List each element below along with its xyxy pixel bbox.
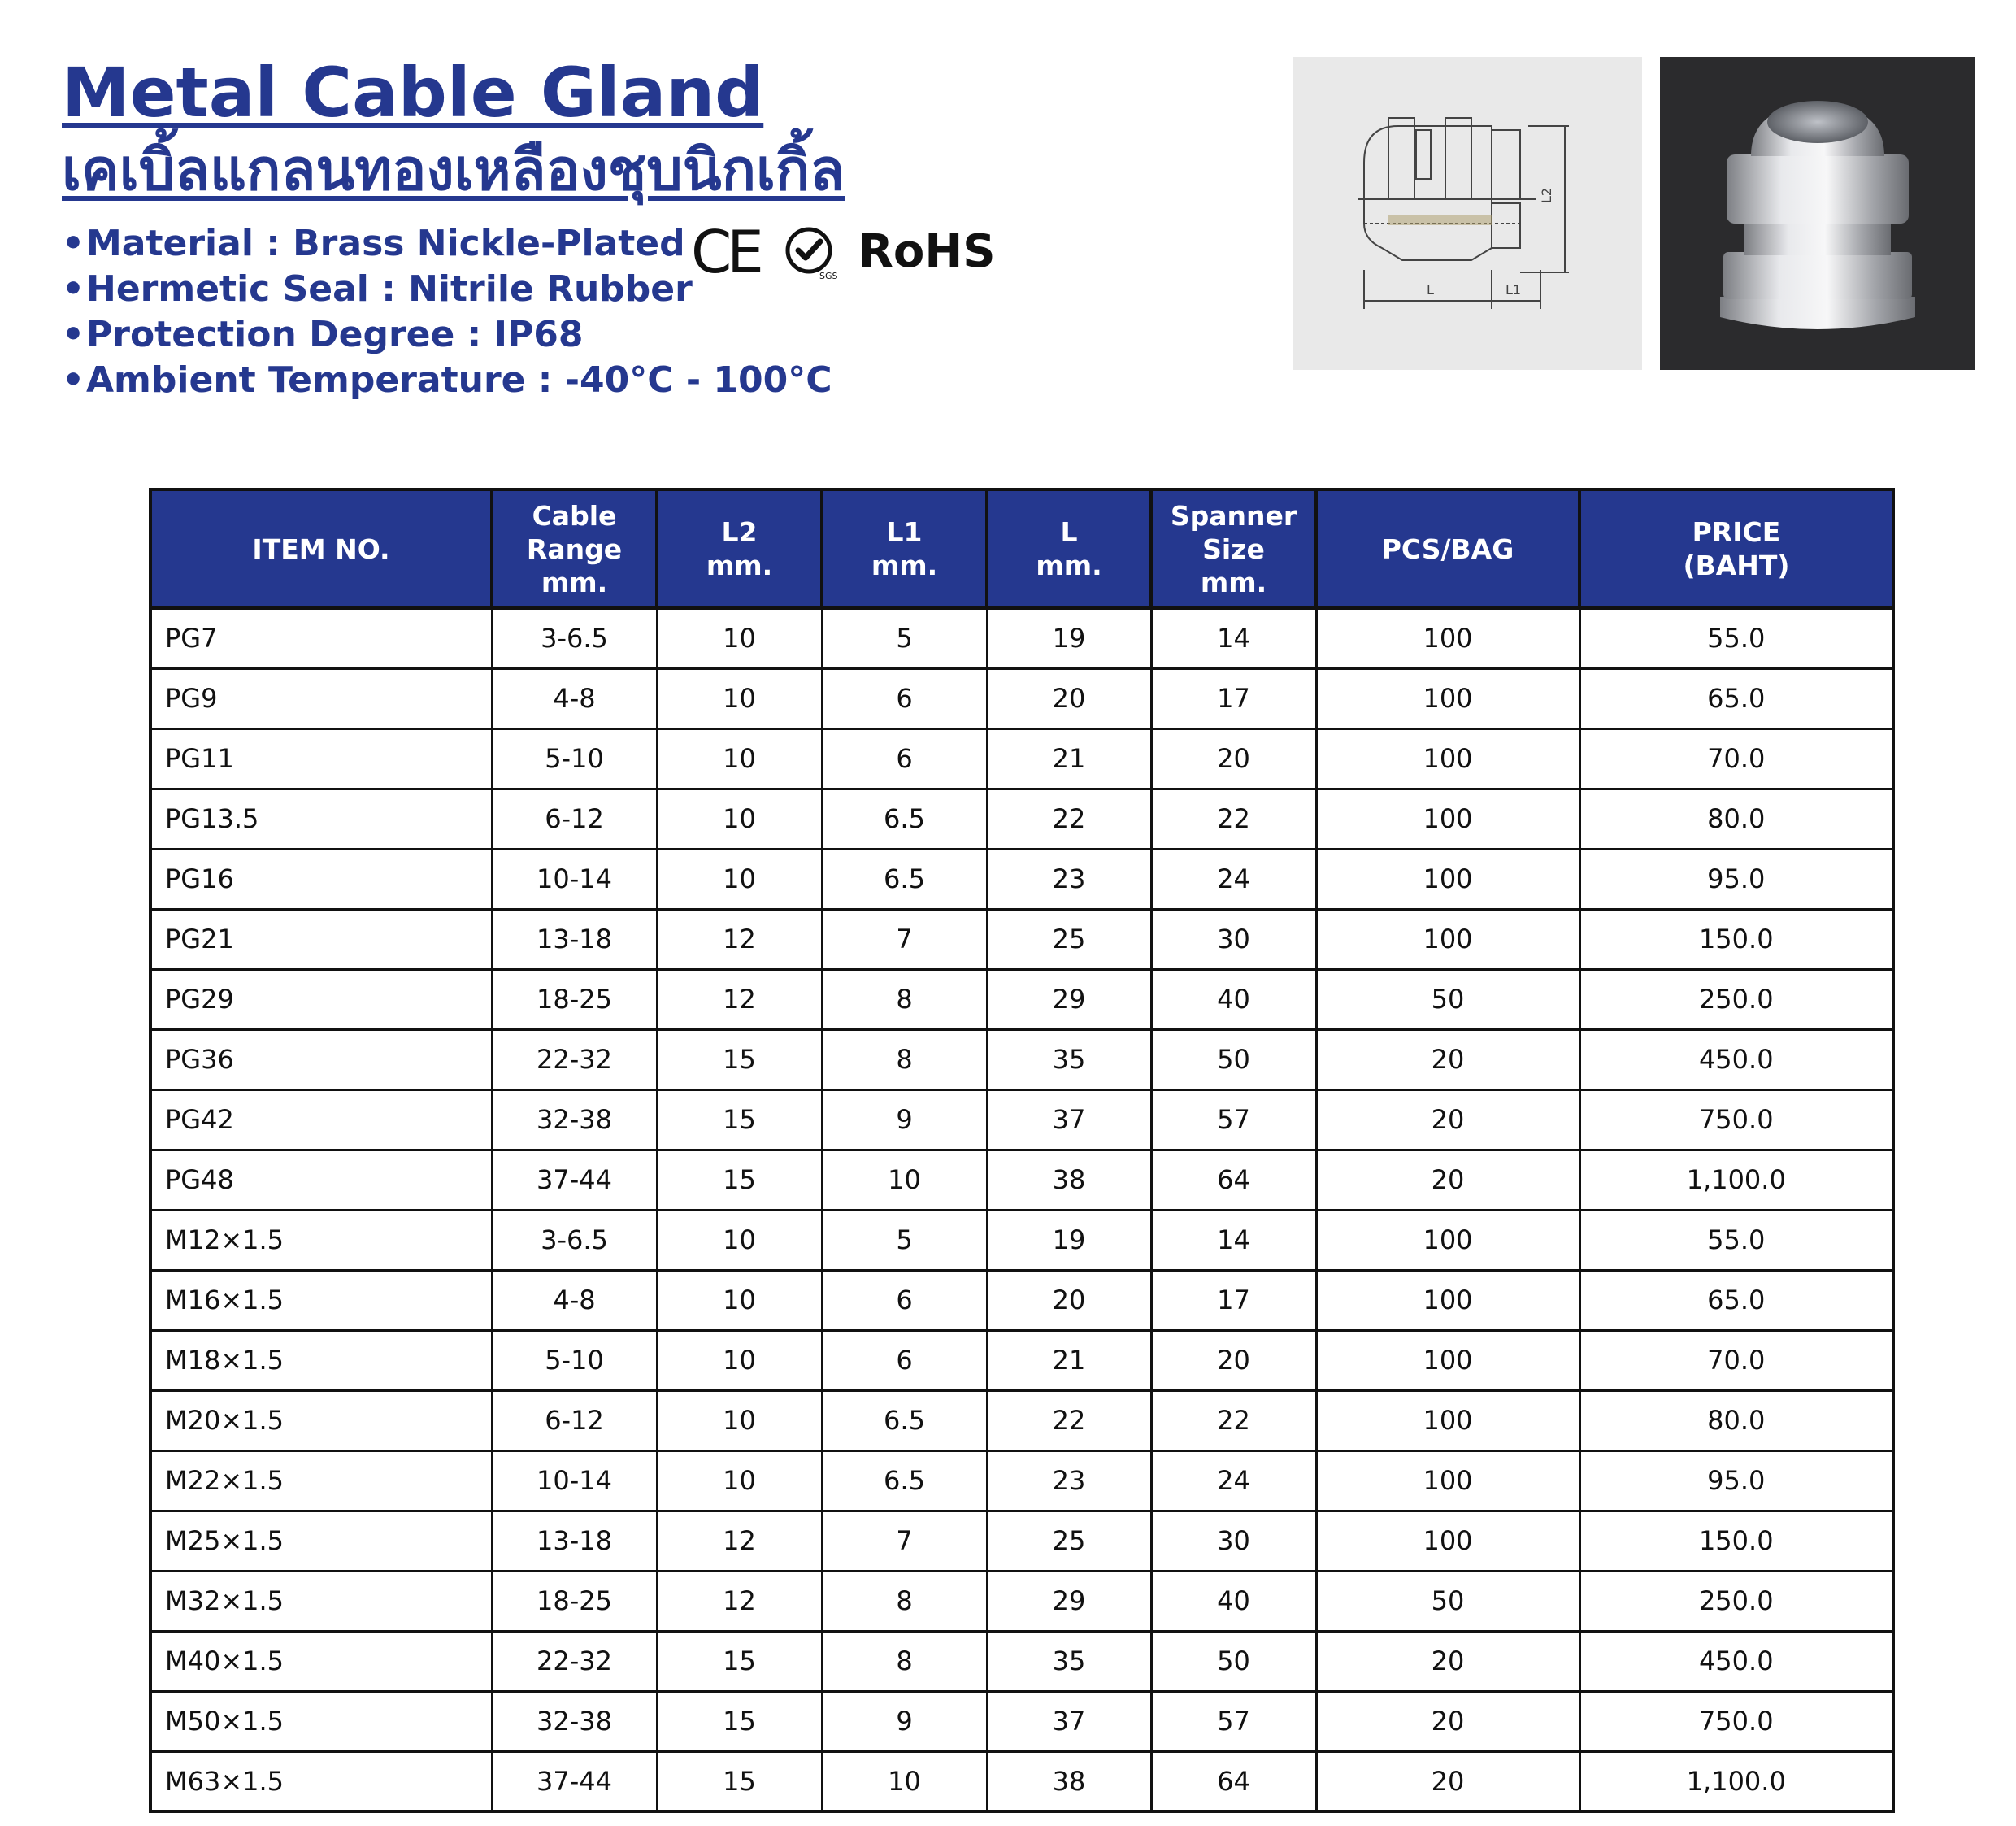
cell-item-no: PG13.5 [150,789,492,849]
cell-pcs-bag: 100 [1316,789,1579,849]
cell-l: 20 [987,1270,1151,1330]
cell-l1: 6.5 [822,789,987,849]
cell-spanner-size: 17 [1151,1270,1316,1330]
cell-price: 55.0 [1579,1210,1893,1270]
cell-l: 20 [987,668,1151,728]
cell-l: 23 [987,1450,1151,1511]
cell-price: 750.0 [1579,1691,1893,1751]
cell-l: 37 [987,1691,1151,1751]
cell-l2: 15 [657,1150,822,1210]
cell-spanner-size: 64 [1151,1150,1316,1210]
cell-cable-range: 32-38 [492,1089,657,1150]
price-table [149,488,1895,1813]
cell-l: 19 [987,608,1151,668]
spec-text: Protection Degree : IP68 [86,314,584,355]
cell-pcs-bag: 100 [1316,1390,1579,1450]
cell-pcs-bag: 20 [1316,1751,1579,1811]
rohs-mark-icon: RoHS [858,225,996,278]
bullet-icon: • [62,359,85,401]
cell-spanner-size: 57 [1151,1089,1316,1150]
cell-spanner-size: 14 [1151,1210,1316,1270]
cell-pcs-bag: 20 [1316,1029,1579,1089]
cell-l2: 15 [657,1691,822,1751]
spec-item-temperature [62,358,1037,403]
column-header-price: PRICE (BAHT) [1579,489,1893,608]
technical-drawing [1293,57,1642,370]
cell-l1: 6 [822,1330,987,1390]
cell-pcs-bag: 100 [1316,668,1579,728]
cell-pcs-bag: 20 [1316,1089,1579,1150]
cell-l2: 10 [657,849,822,909]
svg-text:SGS: SGS [819,271,837,280]
cable-gland-drawing-icon [1293,57,1642,370]
cell-l2: 15 [657,1089,822,1150]
cell-cable-range: 13-18 [492,1511,657,1571]
table-row [150,728,1893,789]
cell-spanner-size: 24 [1151,849,1316,909]
column-header-spanner-size: Spanner Size mm. [1151,489,1316,608]
cell-cable-range: 22-32 [492,1631,657,1691]
svg-text:L: L [1427,282,1434,298]
cell-cable-range: 10-14 [492,849,657,909]
cell-spanner-size: 50 [1151,1631,1316,1691]
certification-logos [691,220,996,285]
cell-cable-range: 22-32 [492,1029,657,1089]
cell-item-no: PG9 [150,668,492,728]
cell-l2: 10 [657,668,822,728]
cell-spanner-size: 57 [1151,1691,1316,1751]
table-row [150,1631,1893,1691]
cell-price: 95.0 [1579,1450,1893,1511]
cell-spanner-size: 22 [1151,789,1316,849]
cell-spanner-size: 40 [1151,1571,1316,1631]
table-row [150,1511,1893,1571]
cell-cable-range: 6-12 [492,1390,657,1450]
cell-l: 29 [987,969,1151,1029]
cell-l1: 9 [822,1089,987,1150]
cell-cable-range: 3-6.5 [492,1210,657,1270]
cell-l2: 10 [657,1210,822,1270]
cell-pcs-bag: 100 [1316,849,1579,909]
table-row [150,1751,1893,1811]
table-row [150,668,1893,728]
table-row [150,909,1893,969]
table-row [150,1270,1893,1330]
cell-item-no: M16×1.5 [150,1270,492,1330]
cell-price: 250.0 [1579,1571,1893,1631]
cell-cable-range: 4-8 [492,1270,657,1330]
cell-l1: 5 [822,608,987,668]
cell-spanner-size: 17 [1151,668,1316,728]
cell-pcs-bag: 50 [1316,969,1579,1029]
cell-pcs-bag: 100 [1316,608,1579,668]
cell-l1: 10 [822,1150,987,1210]
column-header-cable-range: Cable Range mm. [492,489,657,608]
cell-cable-range: 5-10 [492,728,657,789]
cell-price: 65.0 [1579,668,1893,728]
column-header-l: L mm. [987,489,1151,608]
spec-text: Ambient Temperature : -40°C - 100°C [86,359,832,401]
cell-item-no: PG11 [150,728,492,789]
table-header-row [150,489,1893,608]
cell-l2: 10 [657,1390,822,1450]
cell-price: 65.0 [1579,1270,1893,1330]
cell-item-no: M63×1.5 [150,1751,492,1811]
cell-price: 80.0 [1579,1390,1893,1450]
cell-price: 1,100.0 [1579,1751,1893,1811]
spec-text: Hermetic Seal : Nitrile Rubber [86,268,693,310]
cell-cable-range: 32-38 [492,1691,657,1751]
cell-pcs-bag: 100 [1316,1210,1579,1270]
cell-item-no: M50×1.5 [150,1691,492,1751]
cell-l1: 6.5 [822,849,987,909]
spec-item-protection [62,312,1037,358]
cell-cable-range: 37-44 [492,1751,657,1811]
cell-l1: 6.5 [822,1390,987,1450]
cell-cable-range: 4-8 [492,668,657,728]
cell-item-no: M25×1.5 [150,1511,492,1571]
cell-pcs-bag: 20 [1316,1150,1579,1210]
cell-l2: 12 [657,1511,822,1571]
table-body [150,608,1893,1811]
cell-price: 150.0 [1579,909,1893,969]
cell-spanner-size: 14 [1151,608,1316,668]
cell-price: 450.0 [1579,1029,1893,1089]
cell-item-no: PG42 [150,1089,492,1150]
table-row [150,969,1893,1029]
cell-l: 23 [987,849,1151,909]
cell-price: 70.0 [1579,728,1893,789]
sgs-mark-icon [780,224,837,280]
cell-pcs-bag: 100 [1316,728,1579,789]
cell-l1: 7 [822,909,987,969]
cell-item-no: PG21 [150,909,492,969]
cell-l1: 10 [822,1751,987,1811]
cell-l2: 12 [657,909,822,969]
cell-spanner-size: 24 [1151,1450,1316,1511]
cell-l1: 8 [822,969,987,1029]
cell-cable-range: 5-10 [492,1330,657,1390]
cell-price: 250.0 [1579,969,1893,1029]
cell-price: 150.0 [1579,1511,1893,1571]
cell-l2: 10 [657,1270,822,1330]
cell-pcs-bag: 20 [1316,1691,1579,1751]
column-header-l1: L1 mm. [822,489,987,608]
cell-pcs-bag: 100 [1316,909,1579,969]
cell-item-no: M32×1.5 [150,1571,492,1631]
table-row [150,1089,1893,1150]
table-row [150,1691,1893,1751]
cell-l2: 12 [657,1571,822,1631]
cell-l2: 10 [657,1330,822,1390]
cell-price: 750.0 [1579,1089,1893,1150]
cell-spanner-size: 64 [1151,1751,1316,1811]
cell-item-no: PG48 [150,1150,492,1210]
cell-l1: 5 [822,1210,987,1270]
cell-pcs-bag: 100 [1316,1270,1579,1330]
cell-item-no: PG36 [150,1029,492,1089]
cell-cable-range: 37-44 [492,1150,657,1210]
cell-item-no: PG16 [150,849,492,909]
cell-item-no: PG7 [150,608,492,668]
cell-l: 21 [987,1330,1151,1390]
svg-text:L2: L2 [1539,187,1554,203]
cell-cable-range: 10-14 [492,1450,657,1511]
cell-price: 95.0 [1579,849,1893,909]
page-subtitle-thai: เคเบิ้ลแกลนทองเหลืองชุบนิกเกิ้ล [62,137,845,203]
ce-mark-icon: CE [691,218,759,286]
product-photo [1660,57,1975,370]
cell-l: 19 [987,1210,1151,1270]
page-title: Metal Cable Gland [62,53,764,133]
bullet-icon: • [62,314,85,355]
cell-cable-range: 13-18 [492,909,657,969]
cell-price: 1,100.0 [1579,1150,1893,1210]
cell-l2: 12 [657,969,822,1029]
cell-l: 22 [987,1390,1151,1450]
table-row [150,1571,1893,1631]
cell-spanner-size: 20 [1151,728,1316,789]
table-row [150,789,1893,849]
cell-l: 25 [987,1511,1151,1571]
column-header-item-no: ITEM NO. [150,489,492,608]
cell-l: 21 [987,728,1151,789]
table-row [150,1210,1893,1270]
cell-l1: 6 [822,668,987,728]
cell-pcs-bag: 100 [1316,1330,1579,1390]
column-header-l2: L2 mm. [657,489,822,608]
cell-price: 55.0 [1579,608,1893,668]
cell-item-no: M12×1.5 [150,1210,492,1270]
cell-spanner-size: 50 [1151,1029,1316,1089]
cell-l: 38 [987,1150,1151,1210]
cell-l: 38 [987,1751,1151,1811]
cell-l2: 15 [657,1631,822,1691]
cell-item-no: M40×1.5 [150,1631,492,1691]
cell-l1: 7 [822,1511,987,1571]
cell-l: 37 [987,1089,1151,1150]
cell-pcs-bag: 100 [1316,1511,1579,1571]
cell-l2: 10 [657,608,822,668]
cell-l2: 15 [657,1751,822,1811]
cell-l: 25 [987,909,1151,969]
table-row [150,1029,1893,1089]
cell-l: 35 [987,1631,1151,1691]
cell-l1: 8 [822,1029,987,1089]
cell-price: 70.0 [1579,1330,1893,1390]
cell-item-no: PG29 [150,969,492,1029]
cell-l: 22 [987,789,1151,849]
cell-pcs-bag: 100 [1316,1450,1579,1511]
cell-cable-range: 18-25 [492,969,657,1029]
cell-item-no: M22×1.5 [150,1450,492,1511]
bullet-icon: • [62,223,85,264]
cell-item-no: M18×1.5 [150,1330,492,1390]
cell-cable-range: 3-6.5 [492,608,657,668]
cell-l2: 15 [657,1029,822,1089]
bullet-icon: • [62,268,85,310]
cell-spanner-size: 20 [1151,1330,1316,1390]
table-row [150,849,1893,909]
cell-l1: 9 [822,1691,987,1751]
cell-cable-range: 6-12 [492,789,657,849]
cell-spanner-size: 22 [1151,1390,1316,1450]
cell-l1: 8 [822,1571,987,1631]
cell-l2: 10 [657,1450,822,1511]
spec-text: Material : Brass Nickle-Plated [86,223,685,264]
table-row [150,1150,1893,1210]
cell-pcs-bag: 20 [1316,1631,1579,1691]
cell-l2: 10 [657,728,822,789]
column-header-pcs-bag: PCS/BAG [1316,489,1579,608]
cell-l1: 8 [822,1631,987,1691]
table-row [150,1330,1893,1390]
cell-l1: 6 [822,728,987,789]
cell-l1: 6.5 [822,1450,987,1511]
cell-price: 450.0 [1579,1631,1893,1691]
cell-l: 35 [987,1029,1151,1089]
cell-spanner-size: 30 [1151,909,1316,969]
cell-l1: 6 [822,1270,987,1330]
table-row [150,1390,1893,1450]
table-row [150,1450,1893,1511]
cell-spanner-size: 30 [1151,1511,1316,1571]
cell-price: 80.0 [1579,789,1893,849]
cell-l2: 10 [657,789,822,849]
cell-l: 29 [987,1571,1151,1631]
cell-item-no: M20×1.5 [150,1390,492,1450]
table-row [150,608,1893,668]
cable-gland-photo-icon [1660,57,1975,370]
svg-text:L1: L1 [1505,282,1522,298]
cell-cable-range: 18-25 [492,1571,657,1631]
cell-spanner-size: 40 [1151,969,1316,1029]
cell-pcs-bag: 50 [1316,1571,1579,1631]
